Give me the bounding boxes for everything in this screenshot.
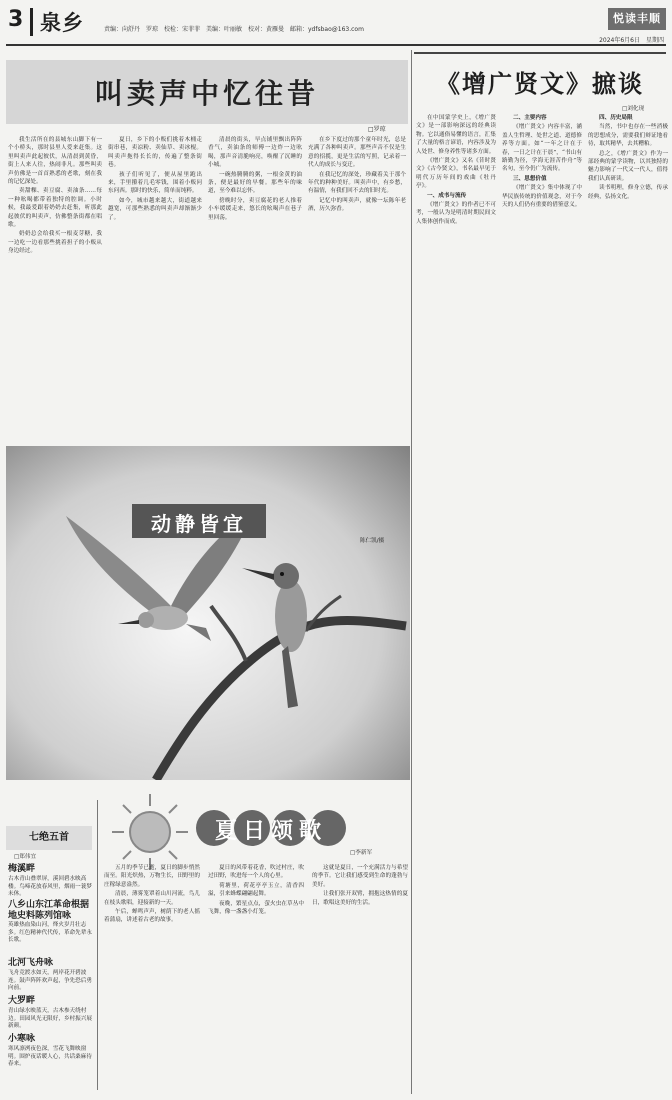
poem-title: 北河飞舟咏 xyxy=(8,958,54,968)
paragraph: 《增广贤文》集中体现了中华民族传统的价值观念，对于今天的人们仍有重要的借鉴意义。 xyxy=(502,185,582,209)
paragraph: 记忆中的叫卖声，就像一坛陈年老酒，历久弥香。 xyxy=(308,197,406,213)
headline-author: □罗琼 xyxy=(368,126,386,133)
paragraph: 在我记忆的深处，珍藏着关于那个年代的种种美好。叫卖声中，有乡愁，有温情，有我们回不去的旧时光。 xyxy=(308,171,406,195)
article-column xyxy=(208,864,304,1090)
paragraph: 如今，城市越来越大，街道越来越宽，可那些熟悉的叫卖声却渐渐少了。 xyxy=(108,197,202,221)
paragraph: 让我们张开双臂，拥抱这热情的夏日，歌唱这美好的生活。 xyxy=(312,891,408,906)
paragraph: 夏日的风带着花香，吹过村庄，吹过田野，吹进每一个人的心里。 xyxy=(208,865,304,880)
summer-author: □李新军 xyxy=(350,850,373,856)
paragraph: 《增广贤文》内容丰富，涵盖人生哲理、处世之道、道德修养等方面。如“一年之计在于春，一日之计在于晨”，“书山有路勤为径，学海无涯苦作舟”等名句，至今仍广为流传。 xyxy=(502,124,582,173)
photo-title: 动静皆宜 xyxy=(151,512,247,536)
paragraph: 《增广贤文》又名《昔时贤文》《古今贤文》，书名最早见于明代万历年间的戏曲《牡丹亭》。 xyxy=(416,158,496,190)
paragraph: 卖甜粿、卖豆腐、卖油条……每一种吆喝都带着独特的腔调。小时候，我最爱跟着奶奶去赶集，听那此起彼伏的叫卖声，仿佛整条街都在唱歌。 xyxy=(8,188,102,229)
article-column xyxy=(208,136,302,436)
section-heading: 四、历史局限 xyxy=(599,115,633,121)
poem-text: 古木青山叠翠屏，溪回碧水映高楼。鸟啼花放春风里，烟雨一蓑梦未休。 xyxy=(8,876,92,898)
sun-icon xyxy=(110,792,190,872)
paragraph: 这就是夏日，一个充满活力与希望的季节。它让我们感受到生命的蓬勃与美好。 xyxy=(312,865,408,888)
paragraph: 读书明理，修身立德，传承经典，弘扬文化。 xyxy=(588,185,668,200)
paragraph: 当然，书中也存在一些消极的思想成分，需要我们辩证地看待，取其精华，去其糟粕。 xyxy=(588,124,668,148)
paragraph: 夏日，乡下的小贩们挑着木桶走街串巷，卖凉粉、卖仙草、卖冰棍。叫卖声拖得长长的，传遍了整条街巷。 xyxy=(108,137,202,169)
review-title: 《增广贤文》摭谈 xyxy=(436,69,644,98)
summer-title: 夏日颂歌 xyxy=(214,819,327,844)
poem xyxy=(8,900,92,945)
poem xyxy=(8,862,92,899)
bird-photo xyxy=(6,446,410,780)
column-badge: 悦读丰顺 xyxy=(608,8,666,30)
section-heading: 二、主要内容 xyxy=(513,115,547,121)
paragraph: 夜晚，繁星点点，萤火虫在草丛中飞舞，像一盏盏小灯笼。 xyxy=(208,900,304,916)
section-name: 泉乡 xyxy=(40,11,84,35)
page-header xyxy=(0,0,672,46)
paragraph: 清晨，薄雾笼罩着山川河流，鸟儿在枝头歌唱，迎接新的一天。 xyxy=(104,891,200,906)
section-heading: 一、成书与流传 xyxy=(427,192,467,199)
paragraph: 午后，蝉鸣声声，树荫下的老人摇着蒲扇，讲述着古老的故事。 xyxy=(104,909,200,924)
paragraph: 荷塘里，荷花亭亭玉立，清香四溢，引来蜂蝶翩翩起舞。 xyxy=(208,882,304,898)
article-column xyxy=(104,864,200,1090)
poem-title: 梅溪畔 xyxy=(8,864,36,874)
header-rule xyxy=(6,44,666,46)
article-column xyxy=(8,136,102,436)
poem xyxy=(8,956,92,993)
page-divider xyxy=(411,50,412,1094)
poem-text: 飞舟竞渡水如天，两岸花开碧波连。鼓声阵阵欢声起，争先恐后勇向前。 xyxy=(8,970,92,992)
paragraph: 奶奶总会给我买一根麦芽糖，我一边吃一边看那些挑着担子的小贩从身边经过。 xyxy=(8,231,102,255)
poem-text: 寒风凛冽夜色深，雪花飞舞映窗明。围炉夜话暖人心，共话桑麻待春来。 xyxy=(8,1046,92,1068)
paragraph: 一碗热腾腾的粥，一根金黄的油条，便是最好的早餐。那些年的味道，至今难以忘怀。 xyxy=(208,171,302,195)
article-column xyxy=(308,136,406,436)
paragraph: 清晨的街头，早点铺里飘出阵阵香气，卖油条的师傅一边炸一边吆喝，那声音清脆响亮，唤醒了沉睡的小城。 xyxy=(208,137,302,169)
review-author: □刘化现 xyxy=(622,106,645,112)
article-column xyxy=(108,136,202,436)
poem xyxy=(8,1032,92,1069)
paragraph: 孩子们听见了，便从屋里跑出来，手里攥着几毛零钱，围着小贩问东问西。那时的快乐，简单而纯粹。 xyxy=(108,171,202,195)
poem xyxy=(8,994,92,1031)
paragraph: 《增广贤文》的作者已不可考，一般认为是明清时期民间文人集体创作而成。 xyxy=(416,202,496,225)
editor-credits: 责编：向舒丹 罗琼 校检：宋菲菲 美编：叶丽敏 校对：黄雁曼 邮箱：ydfsbao@163.com xyxy=(104,26,364,33)
column-divider xyxy=(97,800,98,1090)
poems-author: □郑伟宜 xyxy=(14,854,37,860)
paragraph: 总之，《增广贤文》作为一部经典的蒙学读物，以其独特的魅力影响了一代又一代人，值得我们认真研读。 xyxy=(588,150,668,182)
poem-title: 大罗畔 xyxy=(8,996,36,1006)
paragraph: 五月的季节已逝，夏日的脚步悄然而至。阳光炽热，万物生长，田野里的庄稼绿意盎然。 xyxy=(104,865,200,888)
page-number: 3 xyxy=(8,7,24,32)
article-column xyxy=(312,864,408,1090)
review-top-rule xyxy=(414,52,666,54)
review-column xyxy=(416,114,496,1090)
header-divider xyxy=(30,8,33,36)
photo-credit: 陈仁凯/摄 xyxy=(360,538,385,544)
poem-title: 八乡山东江革命根据地史料陈列馆咏 xyxy=(8,900,90,921)
paragraph: 在乡下度过的那个童年时光，总是充满了各种叫卖声。那些声音不仅是生意的招揽，更是生活的写照，记录着一代人的成长与变迁。 xyxy=(308,137,406,169)
poem-text: 青山绿水映蓝天，古木参天绕村边。田园风光无限好，乡村振兴展新颜。 xyxy=(8,1008,92,1030)
review-column xyxy=(502,114,582,1090)
poem-title: 小寒咏 xyxy=(8,1034,36,1044)
issue-date: 2024年6月6日 星期四 xyxy=(599,37,664,44)
section-heading: 三、思想价值 xyxy=(513,175,547,182)
review-column xyxy=(588,114,668,1090)
poem-text: 英雄热血染山河，烽火岁月壮志多。红色精神代代传，革命先辈永长歌。 xyxy=(8,922,92,944)
paragraph: 傍晚时分，卖豆腐花的老人推着小车缓缓走来，悠长的吆喝声在巷子里回荡。 xyxy=(208,197,302,221)
paragraph: 我生活所在的县城东山脚下有一个小桥头，那时县里人爱来赶集。这里叫卖声此起彼伏，从清晨到黄昏，街上人来人往，热闹非凡。那些叫卖声仿佛是一首首熟悉的老歌，刻在我的记忆深处。 xyxy=(8,137,102,186)
poems-heading: 七绝五首 xyxy=(6,826,92,850)
paragraph: 在中国蒙学史上，《增广贤文》是一部影响深远的经典读物。它以通俗易懂的语言，汇集了大量的格言谚语，内容涉及为人处世、修身养性等诸多方面。 xyxy=(416,115,496,155)
headline-title: 叫卖声中忆往昔 xyxy=(94,77,319,110)
